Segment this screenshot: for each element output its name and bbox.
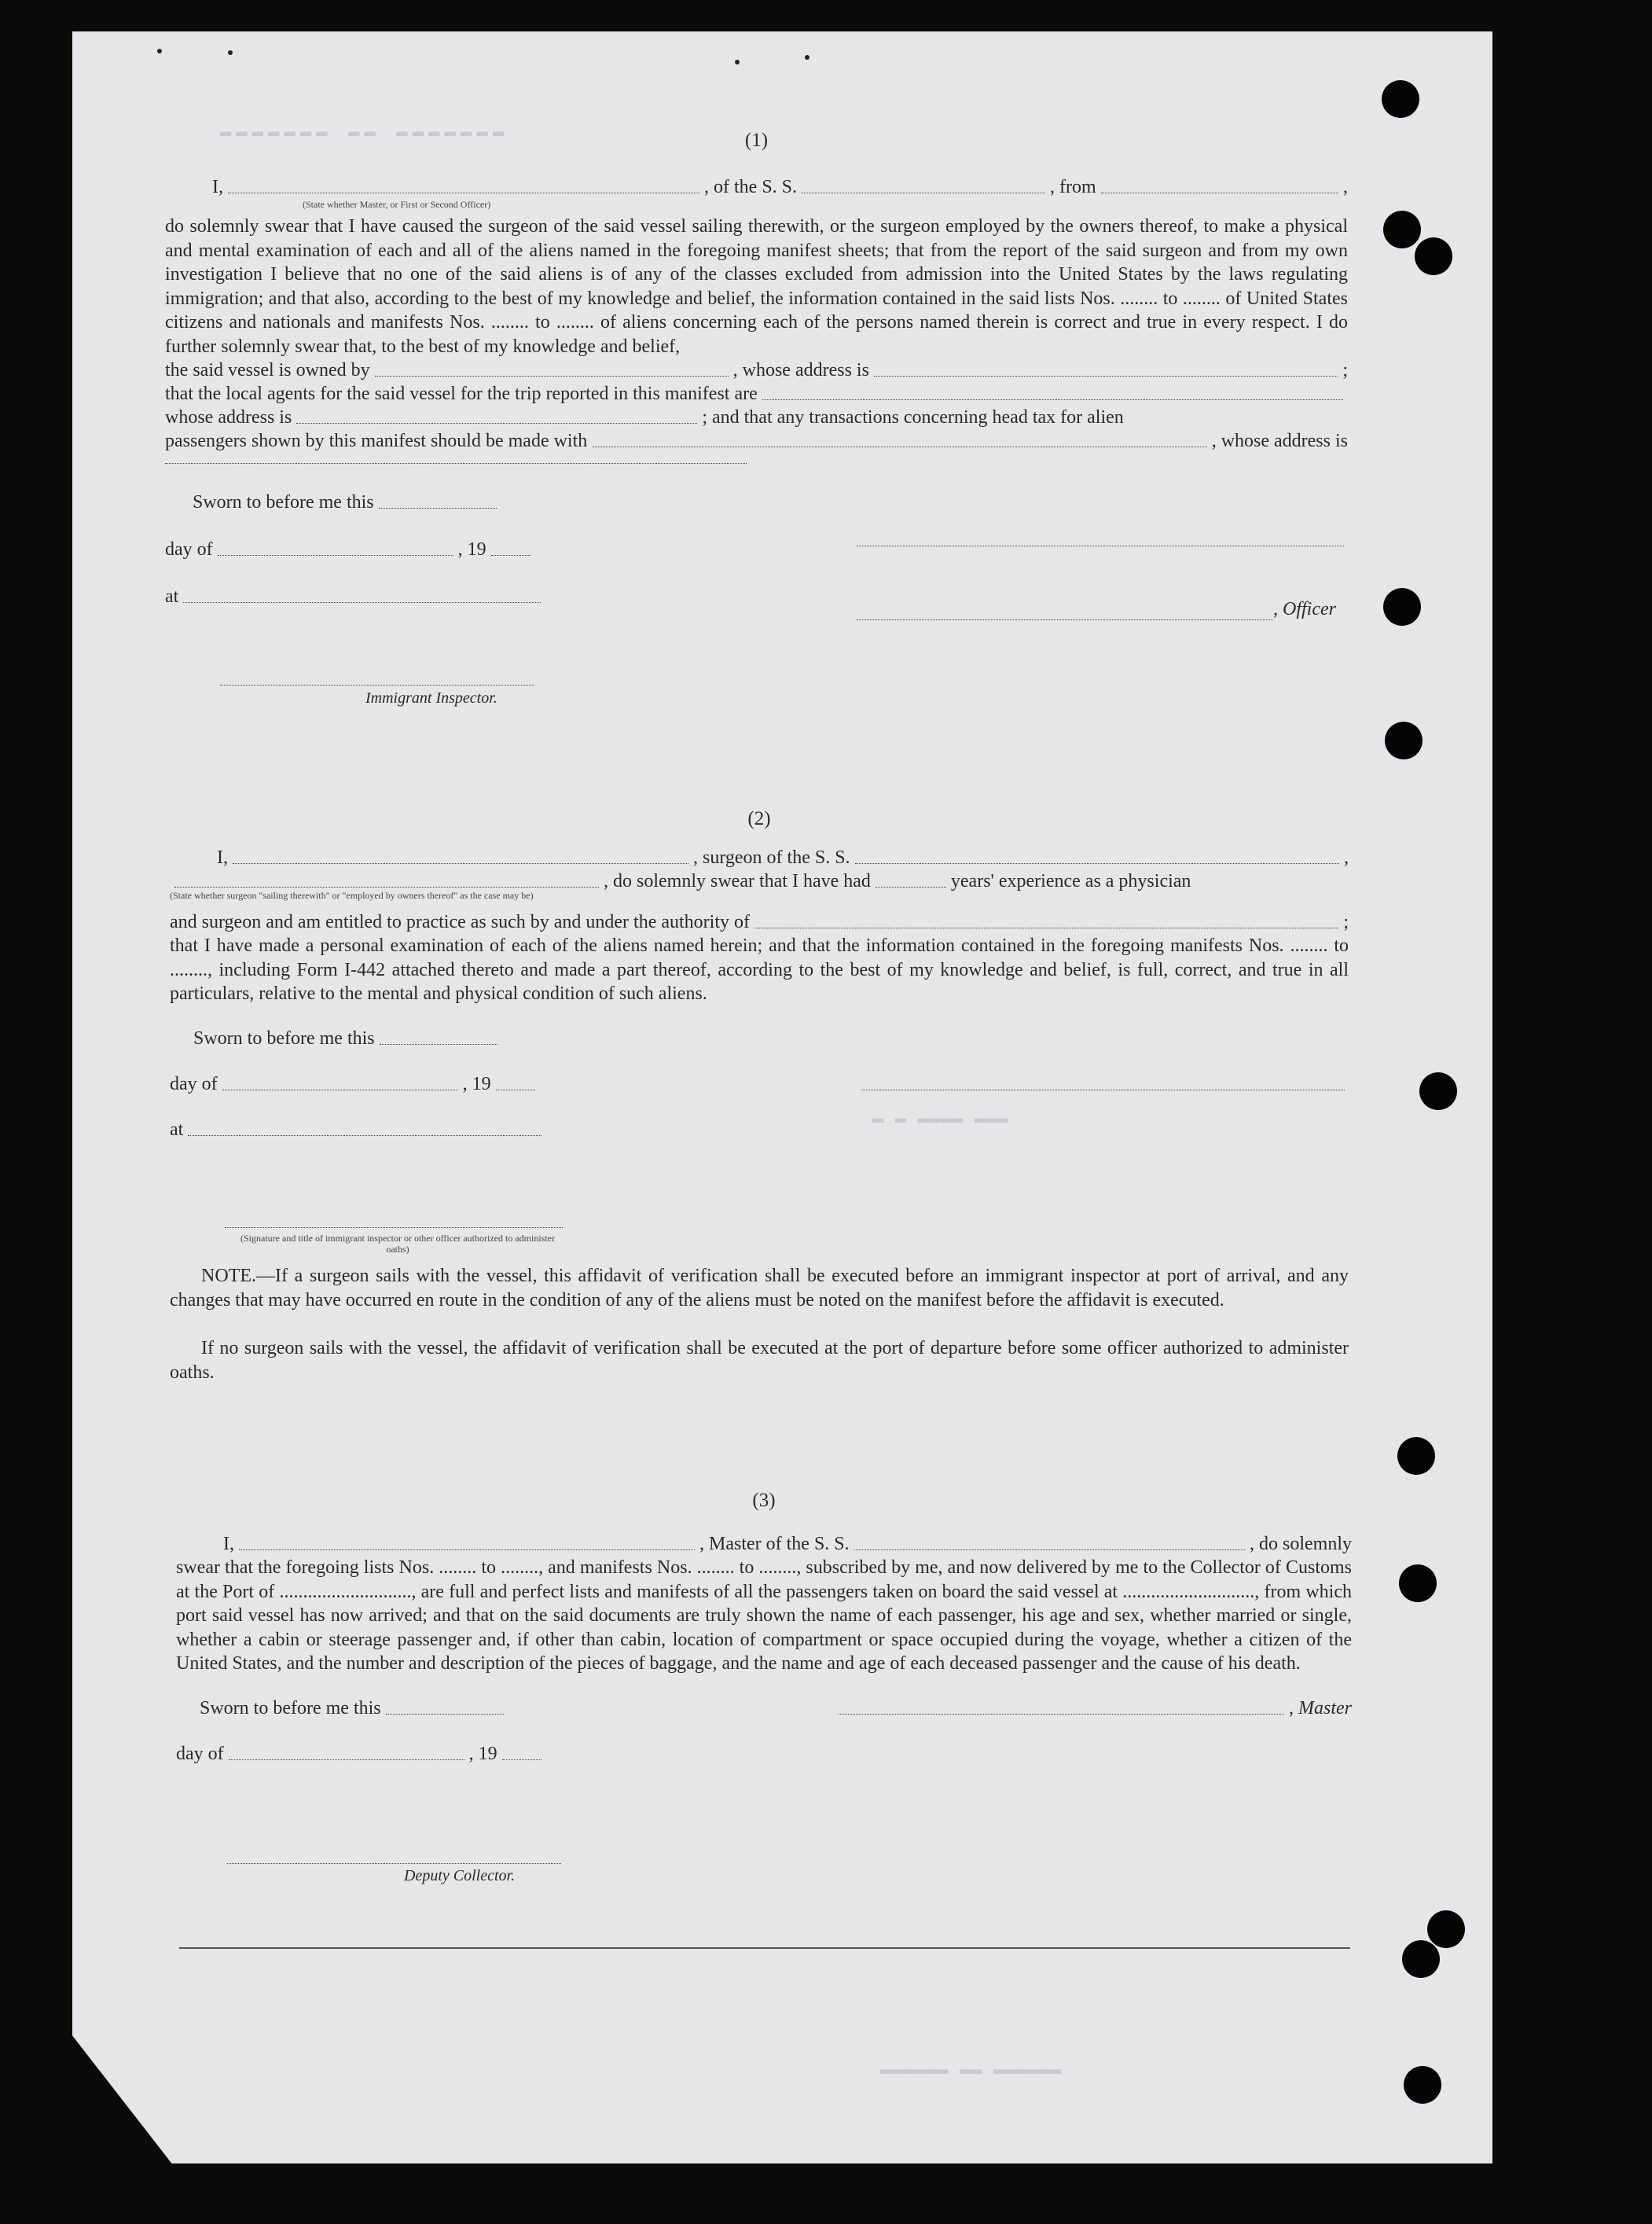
label-of-ss: , of the S. S.: [704, 177, 798, 197]
day-of-line: [170, 1072, 1349, 1096]
punch-hole: [1383, 588, 1421, 626]
label-day-of: day of: [176, 1743, 224, 1764]
label-sworn: Sworn to before me this: [193, 492, 374, 513]
label-i: I,: [223, 1534, 234, 1554]
sworn-line: [176, 1696, 1352, 1720]
comma: ,: [1343, 177, 1348, 197]
at-line: [165, 585, 1348, 608]
place-field[interactable]: [183, 601, 541, 603]
surgeon-line: [170, 846, 1349, 869]
specks: [805, 55, 809, 60]
signature-note: (Signature and title of immigrant inspector or other officer authorized to administer oaths): [240, 1233, 555, 1255]
label-i: I,: [217, 847, 228, 868]
authority-field[interactable]: [754, 927, 1338, 928]
note-no-surgeon: If no surgeon sails with the vessel, the affidavit of verification shall be executed at the port of departure before some officer authorized to administer oaths.: [170, 1338, 1349, 1383]
from-port-field[interactable]: [1101, 192, 1338, 193]
punch-hole: [1399, 1564, 1437, 1602]
surgeon-note: (State whether surgeon "sailing therewith" or "employed by owners thereof" as the case may be): [170, 890, 534, 901]
label-whose-address: , whose address is: [1211, 431, 1348, 451]
punch-hole: [1385, 722, 1423, 759]
master-label: , Master: [1289, 1697, 1352, 1719]
day-of-line: [165, 538, 1348, 561]
master-name-field[interactable]: [228, 192, 699, 193]
sworn-line: [170, 1027, 1349, 1050]
specks: [157, 49, 162, 53]
affidavit-master: [165, 130, 1348, 707]
label-sworn: Sworn to before me this: [200, 1697, 381, 1719]
punch-hole: [1415, 237, 1452, 275]
ship-name-field[interactable]: [802, 192, 1045, 193]
label-year: , 19: [468, 1743, 497, 1764]
agent-address-line: [165, 406, 1348, 429]
label-from: , from: [1050, 177, 1096, 197]
punch-hole: [1427, 1910, 1465, 1948]
punch-hole: [1404, 2066, 1441, 2104]
specks: [735, 60, 740, 64]
label-whose-address: whose address is: [165, 407, 292, 428]
label-master-of: , Master of the S. S.: [699, 1534, 850, 1554]
semicolon: ;: [1342, 360, 1348, 380]
section-number: (2): [747, 808, 771, 829]
label-years: years' experience as a physician: [950, 871, 1191, 891]
sworn-day-field[interactable]: [379, 507, 497, 509]
month-field[interactable]: [229, 1759, 464, 1760]
master-signature-field[interactable]: [839, 1713, 1284, 1715]
label-surgeon-of: , surgeon of the S. S.: [693, 847, 850, 868]
punch-hole: [1382, 80, 1419, 118]
owner-field[interactable]: [375, 375, 729, 377]
ship-name-field[interactable]: [854, 1549, 1245, 1550]
label-year: , 19: [462, 1073, 491, 1094]
sworn-day-field[interactable]: [380, 1043, 497, 1045]
master-name-field[interactable]: [239, 1549, 695, 1550]
punch-hole: [1383, 211, 1421, 248]
label-day-of: day of: [165, 539, 213, 560]
year-field[interactable]: [502, 1759, 541, 1760]
at-line: [170, 1118, 1349, 1141]
note-surgeon-sails: NOTE.—If a surgeon sails with the vessel, this affidavit of verification shall be executed before an immigrant inspector at port of arrival, and any changes that may have occurred en route in the condition of any of the aliens must be noted on the manifest before the affidavit is executed.: [170, 1266, 1349, 1311]
agent-address-field[interactable]: [296, 422, 697, 424]
collector-label: Deputy Collector.: [404, 1867, 516, 1884]
label-solemnly: , do solemnly: [1250, 1534, 1352, 1554]
surgeon-ship-field[interactable]: [855, 862, 1339, 864]
comma: ,: [1344, 847, 1349, 868]
label-year: , 19: [457, 539, 486, 560]
punch-hole: [1397, 1437, 1435, 1475]
year-field[interactable]: [491, 554, 530, 556]
affidavit-surgeon: [170, 808, 1349, 1383]
passengers-line: [165, 429, 1348, 453]
section-number: (3): [752, 1490, 776, 1511]
officer-name-field[interactable]: [857, 545, 1344, 546]
address-field[interactable]: [165, 462, 747, 464]
surgeon-status-field[interactable]: [174, 886, 599, 888]
inspector-signature-field[interactable]: [220, 684, 534, 686]
bleed-through: ▬ ▬ ▬▬▬▬ ▬▬▬: [872, 1108, 1008, 1130]
label-local-agents: that the local agents for the said vessel for the trip reported in this manifest are: [165, 384, 758, 404]
punch-hole: [1419, 1072, 1457, 1110]
label-head-tax: ; and that any transactions concerning head tax for alien: [702, 407, 1124, 428]
surgeon-signature-field[interactable]: [861, 1089, 1345, 1090]
semicolon: ;: [1343, 912, 1349, 932]
local-agents-field[interactable]: [762, 399, 1343, 400]
bleed-through: ▬▬▬▬▬▬ ▬▬ ▬▬▬▬▬▬: [880, 2060, 1062, 2081]
master-line: [176, 1532, 1352, 1556]
owned-by-line: [165, 358, 1348, 382]
local-agents-line: [165, 382, 1348, 406]
oath-text: do solemnly swear that I have caused the surgeon of the said vessel sailing therewith, or the surgeon employed by the owners thereof, to make a physical and mental examination of each and all of the aliens named in the foregoing manifest sheets; that from the report of the said surgeon and from my own investigation I believe that no one of the said aliens is of any of the classes excluded from admission into the United States by the laws regulating immigration; and that also, according to the best of my knowledge and belief, the information contained in the said lists Nos. ........ to ........ of United States citizens and nationals and manifests Nos. ........ to ........ of aliens concerning each of the persons named therein is correct and true in every respect. I do further solemnly swear that, to the best of my knowledge and belief,: [165, 216, 1348, 357]
day-of-line: [176, 1742, 1352, 1766]
label-authority: and surgeon and am entitled to practice as such by and under the authority of: [170, 912, 750, 932]
collector-signature-field[interactable]: [227, 1862, 561, 1864]
label-at: at: [170, 1119, 184, 1140]
place-field[interactable]: [188, 1134, 541, 1136]
section-number: (1): [744, 130, 769, 151]
examination-text: that I have made a personal examination of each of the aliens named herein; and that the information contained in the foregoing manifests Nos. ........ to ........, including Form I-442 attached thereto and made a part thereof, according to the best of my knowledge and belief, is full, correct, and true in all particulars, relative to the mental and physical condition of such aliens.: [170, 936, 1349, 1004]
delivery-text: swear that the foregoing lists Nos. ........ to ........, and manifests Nos. ........ to ........, subscribed by me, and now delivered by me to the Collector of Customs at the Port of ............................, are full and perfect lists and manifests of all the passengers taken on board the said vessel at ............................, from which port said vessel has now arrived; and that on the said documents are truly shown the name of each passenger, his age and sex, whether married or single, whether a cabin or steerage passenger and, if other than cabin, location of compartment or space occupied during the voyage, whether a citizen of the United States, and the number and description of the pieces of baggage, and the name and age of each deceased passenger and the cause of his death.: [176, 1557, 1352, 1674]
officer-signature-field[interactable]: [857, 619, 1273, 620]
master-note: (State whether Master, or First or Second Officer): [303, 199, 491, 210]
label-owned-by: the said vessel is owned by: [165, 360, 370, 380]
oath-officer-signature-field[interactable]: [225, 1226, 563, 1228]
officer-label: , Officer: [1273, 599, 1336, 619]
label-whose-address: , whose address is: [732, 360, 869, 380]
bleed-through: ▬▬▬▬▬▬▬ ▬▬ ▬▬▬▬▬▬▬: [220, 122, 509, 143]
head-tax-contact-field[interactable]: [592, 446, 1206, 447]
sworn-day-field[interactable]: [386, 1713, 504, 1715]
surgeon-name-field[interactable]: [233, 862, 688, 864]
owner-address-field[interactable]: [874, 375, 1338, 377]
label-sworn: Sworn to before me this: [193, 1027, 375, 1049]
label-day-of: day of: [170, 1073, 218, 1094]
authority-line: [170, 910, 1349, 934]
month-field[interactable]: [222, 1089, 458, 1090]
label-solemnly: , do solemnly swear that I have had: [604, 871, 871, 891]
master-line: [165, 175, 1348, 199]
years-field[interactable]: [876, 886, 946, 888]
year-field[interactable]: [496, 1089, 535, 1090]
label-passengers: passengers shown by this manifest should be made with: [165, 431, 588, 451]
inspector-label: Immigrant Inspector.: [365, 689, 497, 707]
label-i: I,: [212, 177, 223, 197]
month-field[interactable]: [218, 554, 453, 556]
specks: [228, 50, 233, 55]
affidavit-delivery: [176, 1490, 1352, 1884]
bottom-rule: [179, 1947, 1350, 1949]
sworn-line: [165, 491, 1348, 514]
punch-hole: [1402, 1940, 1440, 1978]
label-at: at: [165, 586, 179, 607]
